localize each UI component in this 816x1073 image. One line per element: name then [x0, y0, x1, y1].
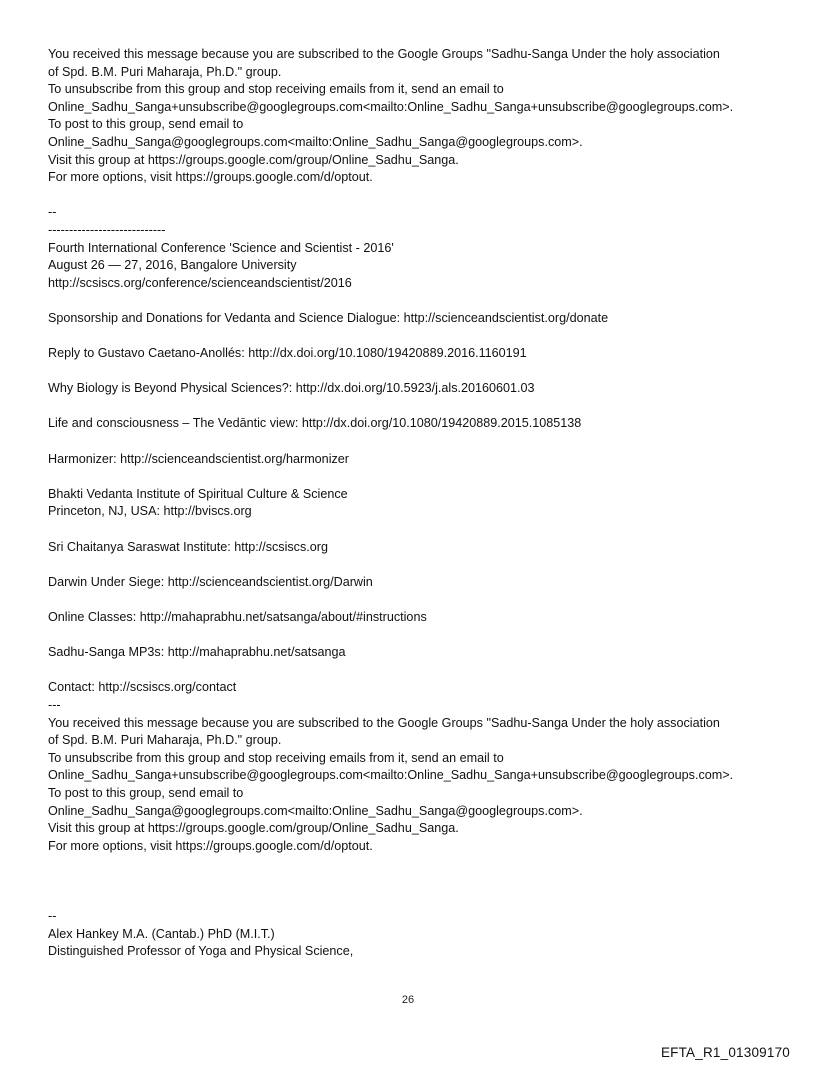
triple-dash: --- — [48, 697, 61, 712]
sponsorship-line: Sponsorship and Donations for Vedanta and Science Dialogue: http://scienceandscientist.org/donate — [48, 310, 609, 325]
spacer — [48, 187, 778, 205]
mp3-line: Sadhu-Sanga MP3s: http://mahaprabhu.net/satsanga — [48, 645, 346, 660]
notice-line: of Spd. B.M. Puri Maharaja, Ph.D." group. — [48, 733, 282, 748]
bhakti-line: Princeton, NJ, USA: http://bviscs.org — [48, 504, 252, 519]
signature-dashes-short: -- — [48, 205, 57, 220]
conference-line: http://scsiscs.org/conference/scienceandscientist/2016 — [48, 275, 352, 290]
notice-line: Visit this group at https://groups.google.com/group/Online_Sadhu_Sanga. — [48, 152, 459, 167]
notice-line: To unsubscribe from this group and stop receiving emails from it, send an email to — [48, 82, 504, 97]
notice-line: of Spd. B.M. Puri Maharaja, Ph.D." group. — [48, 64, 282, 79]
notice-line: You received this message because you are subscribed to the Google Groups "Sadhu-Sanga Under the holy association — [48, 715, 720, 730]
darwin-line: Darwin Under Siege: http://scienceandscientist.org/Darwin — [48, 574, 373, 589]
bhakti-line: Bhakti Vedanta Institute of Spiritual Culture & Science — [48, 486, 348, 501]
notice-line: To unsubscribe from this group and stop receiving emails from it, send an email to — [48, 750, 504, 765]
subscription-notice-2 — [48, 715, 778, 856]
author-title: Distinguished Professor of Yoga and Physical Science, — [48, 944, 354, 959]
notice-line: Visit this group at https://groups.google.com/group/Online_Sadhu_Sanga. — [48, 821, 459, 836]
conference-line: August 26 — 27, 2016, Bangalore University — [48, 258, 297, 273]
life-consciousness-line: Life and consciousness – The Vedāntic view: http://dx.doi.org/10.1080/19420889.2015.1085138 — [48, 416, 582, 431]
notice-line: You received this message because you are subscribed to the Google Groups "Sadhu-Sanga Under the holy association — [48, 47, 720, 61]
document-page — [48, 46, 778, 961]
subscription-notice-1 — [48, 46, 778, 187]
notice-line: Online_Sadhu_Sanga+unsubscribe@googlegroups.com<mailto:Online_Sadhu_Sanga+unsubscribe@googlegroups.com>. — [48, 768, 734, 783]
sri-chaitanya-line: Sri Chaitanya Saraswat Institute: http://scsiscs.org — [48, 539, 328, 554]
page-number: 26 — [401, 994, 415, 1006]
conference-line: Fourth International Conference 'Science and Scientist - 2016' — [48, 240, 394, 255]
notice-line: For more options, visit https://groups.google.com/d/optout. — [48, 170, 373, 185]
closing-dashes: -- — [48, 909, 57, 924]
document-id: EFTA_R1_01309170 — [660, 1045, 790, 1060]
notice-line: Online_Sadhu_Sanga@googlegroups.com<mailto:Online_Sadhu_Sanga@googlegroups.com>. — [48, 134, 583, 149]
notice-line: Online_Sadhu_Sanga+unsubscribe@googlegroups.com<mailto:Online_Sadhu_Sanga+unsubscribe@googlegroups.com>. — [48, 99, 734, 114]
biology-line: Why Biology is Beyond Physical Sciences?: http://dx.doi.org/10.5923/j.als.20160601.03 — [48, 381, 535, 396]
author-name: Alex Hankey M.A. (Cantab.) PhD (M.I.T.) — [48, 926, 275, 941]
signature-dashes-long: ---------------------------- — [48, 222, 166, 237]
notice-line: For more options, visit https://groups.google.com/d/optout. — [48, 838, 373, 853]
notice-line: To post to this group, send email to — [48, 117, 244, 132]
harmonizer-line: Harmonizer: http://scienceandscientist.org/harmonizer — [48, 451, 349, 466]
online-classes-line: Online Classes: http://mahaprabhu.net/satsanga/about/#instructions — [48, 610, 427, 624]
contact-line: Contact: http://scsiscs.org/contact — [48, 680, 237, 695]
notice-line: Online_Sadhu_Sanga@googlegroups.com<mailto:Online_Sadhu_Sanga@googlegroups.com>. — [48, 803, 583, 818]
closing-signature — [48, 908, 778, 961]
notice-line: To post to this group, send email to — [48, 785, 244, 800]
signature-block — [48, 204, 778, 714]
reply-line: Reply to Gustavo Caetano-Anollés: http://dx.doi.org/10.1080/19420889.2016.1160191 — [48, 346, 527, 361]
